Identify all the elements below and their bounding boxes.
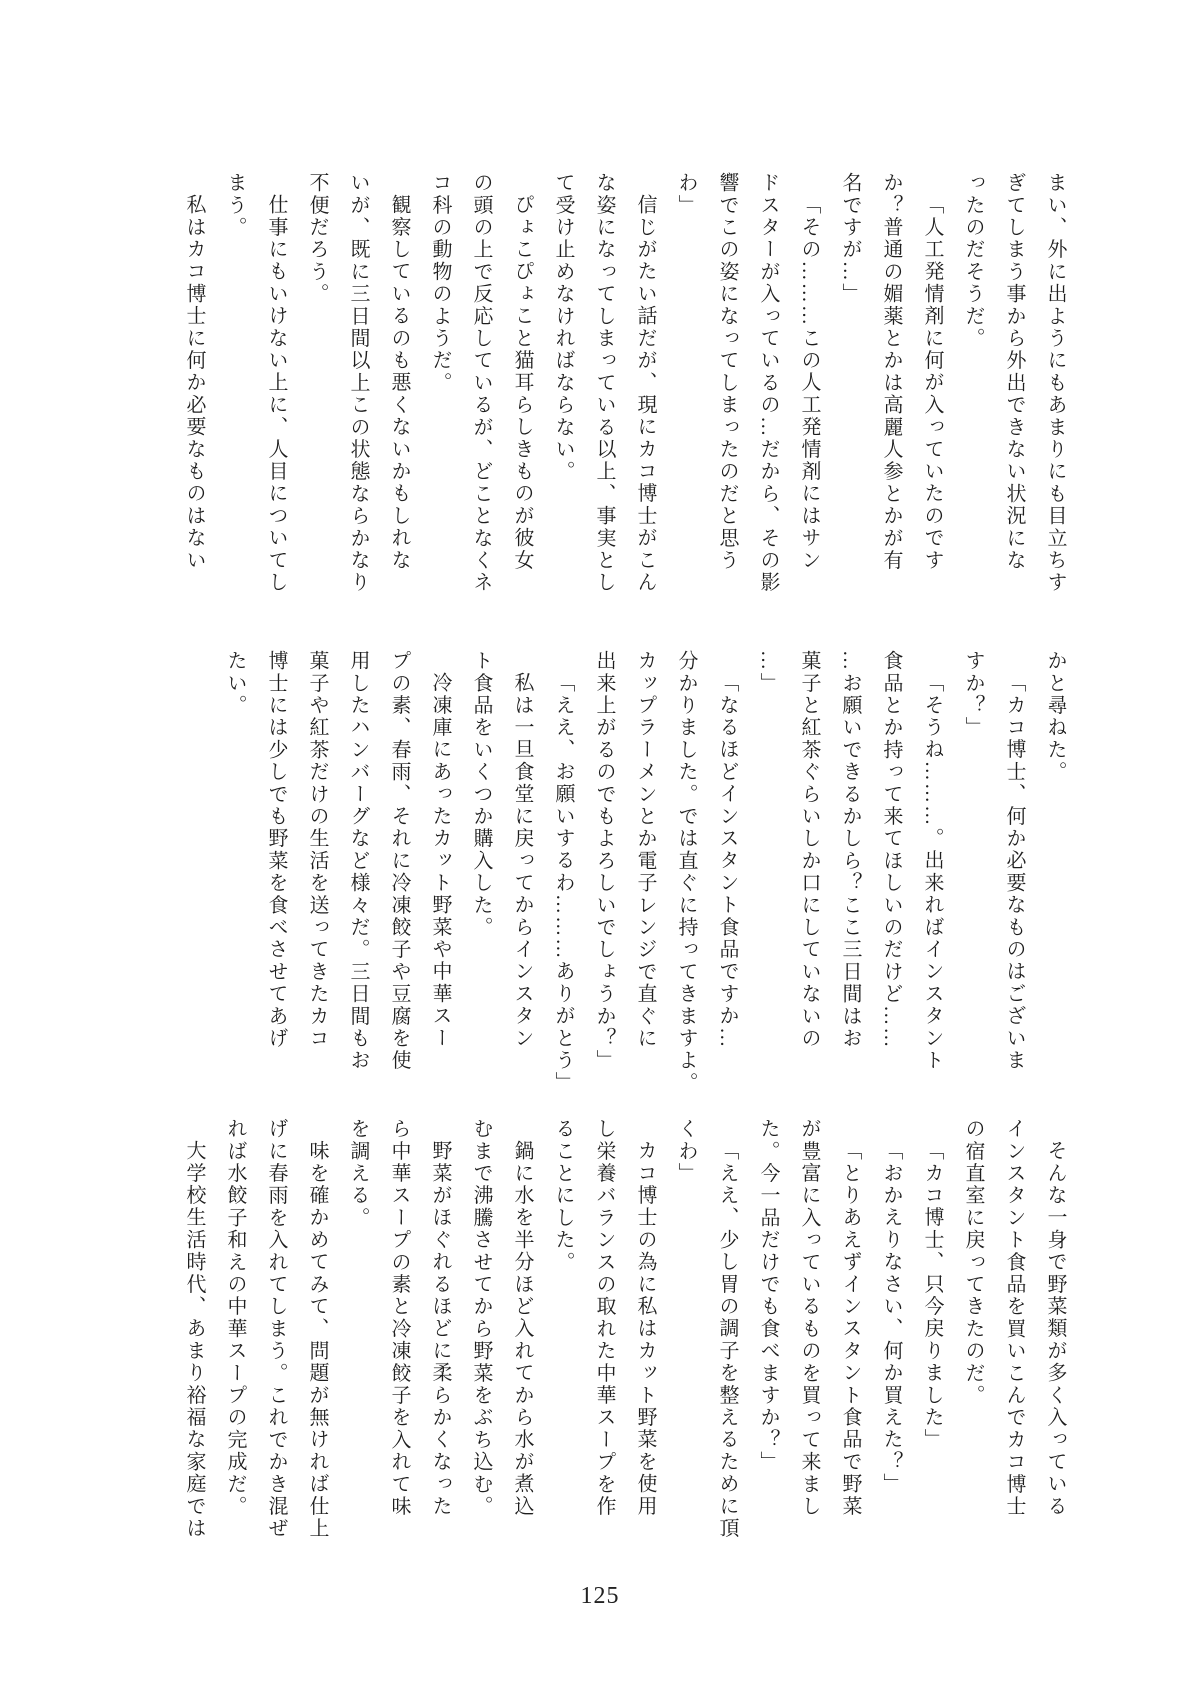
text-column: インスタント食品を買いこんでカコ博士 xyxy=(1003,1118,1025,1518)
text-column: 「そうね………。出来ればインスタント xyxy=(921,672,943,1072)
text-column: カコ博士の為に私はカット野菜を使用 xyxy=(634,1140,656,1518)
text-column: たい。 xyxy=(224,650,246,717)
text-column: 観察しているのも悪くないかもしれな xyxy=(388,194,410,572)
text-column: 鍋に水を半分ほど入れてから水が煮込 xyxy=(511,1140,533,1518)
text-column: プの素、春雨、それに冷凍餃子や豆腐を使 xyxy=(388,650,410,1072)
text-column: 響でこの姿になってしまったのだと思う xyxy=(716,172,738,572)
text-column: の宿直室に戻ってきたのだ。 xyxy=(962,1118,984,1407)
text-column: ぎてしまう事から外出できない状況にな xyxy=(1003,172,1025,572)
text-column: た。今一品だけでも食べますか？」 xyxy=(757,1118,779,1474)
text-column: 「ええ、少し胃の調子を整えるために頂 xyxy=(716,1140,738,1540)
text-column: 信じがたい話だが、現にカコ博士がこん xyxy=(634,194,656,594)
text-column: ら中華スープの素と冷凍餃子を入れて味 xyxy=(388,1118,410,1518)
text-column: そんな一身で野菜類が多く入っている xyxy=(1044,1140,1066,1518)
text-column: いが、既に三日間以上この状態ならかなり xyxy=(347,172,369,594)
text-column: まい、外に出ようにもあまりにも目立ちす xyxy=(1044,172,1066,594)
text-column: ることにした。 xyxy=(552,1118,574,1274)
text-band-middle xyxy=(214,650,1075,1094)
text-column: かと尋ねた。 xyxy=(1044,650,1066,784)
text-column: 用したハンバーグなど様々だ。三日間もお xyxy=(347,650,369,1072)
text-column: わ」 xyxy=(675,172,697,217)
text-column: 大学校生活時代、あまり裕福な家庭では xyxy=(183,1140,205,1540)
text-column: れば水餃子和えの中華スープの完成だ。 xyxy=(224,1118,246,1518)
text-column: まう。 xyxy=(224,172,246,239)
text-column: 私はカコ博士に何か必要なものはない xyxy=(183,194,205,572)
text-column: 「カコ博士、何か必要なものはございま xyxy=(1003,672,1025,1072)
text-column: が豊富に入っているものを買って来まし xyxy=(798,1118,820,1518)
text-column: …お願いできるかしら？ここ三日間はお xyxy=(839,650,861,1050)
text-column: 菓子と紅茶ぐらいしか口にしていないの xyxy=(798,650,820,1050)
text-column: 「とりあえずインスタント食品で野菜 xyxy=(839,1140,861,1518)
text-column: 食品とか持って来てほしいのだけど…… xyxy=(880,650,902,1050)
text-column: な姿になってしまっている以上、事実とし xyxy=(593,172,615,594)
text-column: ったのだそうだ。 xyxy=(962,172,984,350)
text-column: ドスターが入っているの…だから、その影 xyxy=(757,172,779,594)
text-column: 私は一旦食堂に戻ってからインスタン xyxy=(511,672,533,1050)
text-column: 不便だろう。 xyxy=(306,172,328,306)
text-band-bottom xyxy=(173,1118,1075,1538)
text-column: カップラーメンとか電子レンジで直ぐに xyxy=(634,650,656,1050)
text-column: ト食品をいくつか購入した。 xyxy=(470,650,492,939)
text-column: 分かりました。では直ぐに持ってきますよ。 xyxy=(675,650,697,1094)
text-column: 「なるほどインスタント食品ですか… xyxy=(716,672,738,1050)
text-column: コ科の動物のようだ。 xyxy=(429,172,451,394)
text-column: し栄養バランスの取れた中華スープを作 xyxy=(593,1118,615,1518)
text-column: を調える。 xyxy=(347,1118,369,1229)
text-column: ぴょこぴょこと猫耳らしきものが彼女 xyxy=(511,194,533,572)
text-column: 味を確かめてみて、問題が無ければ仕上 xyxy=(306,1140,328,1540)
text-column: 「カコ博士、只今戻りました」 xyxy=(921,1140,943,1451)
text-column: 「その………この人工発情剤にはサン xyxy=(798,194,820,572)
text-column: 「ええ、お願いするわ………ありがとう」 xyxy=(552,672,574,1094)
text-column: 出来上がるのでもよろしいでしょうか？」 xyxy=(593,650,615,1072)
text-column: 博士には少しでも野菜を食べさせてあげ xyxy=(265,650,287,1050)
page-number: 125 xyxy=(580,1583,620,1609)
text-column: 「おかえりなさい、何か買えた？」 xyxy=(880,1140,902,1496)
text-column: 冷凍庫にあったカット野菜や中華スー xyxy=(429,672,451,1050)
text-column: 仕事にもいけない上に、人目についてし xyxy=(265,194,287,594)
text-column: か？普通の媚薬とかは高麗人参とかが有 xyxy=(880,172,902,572)
text-column: 菓子や紅茶だけの生活を送ってきたカコ xyxy=(306,650,328,1050)
text-column: …」 xyxy=(757,650,779,695)
text-column: て受け止めなければならない。 xyxy=(552,172,574,483)
text-column: 野菜がほぐれるほどに柔らかくなった xyxy=(429,1140,451,1518)
text-column: 「人工発情剤に何が入っていたのです xyxy=(921,194,943,572)
text-column: むまで沸騰させてから野菜をぶち込む。 xyxy=(470,1118,492,1518)
text-column: すか？」 xyxy=(962,650,984,739)
text-column: の頭の上で反応しているが、どことなくネ xyxy=(470,172,492,594)
text-column: 名ですが…」 xyxy=(839,172,861,306)
text-column: くわ」 xyxy=(675,1118,697,1185)
text-band-top xyxy=(173,172,1075,592)
text-column: げに春雨を入れてしまう。これでかき混ぜ xyxy=(265,1118,287,1540)
